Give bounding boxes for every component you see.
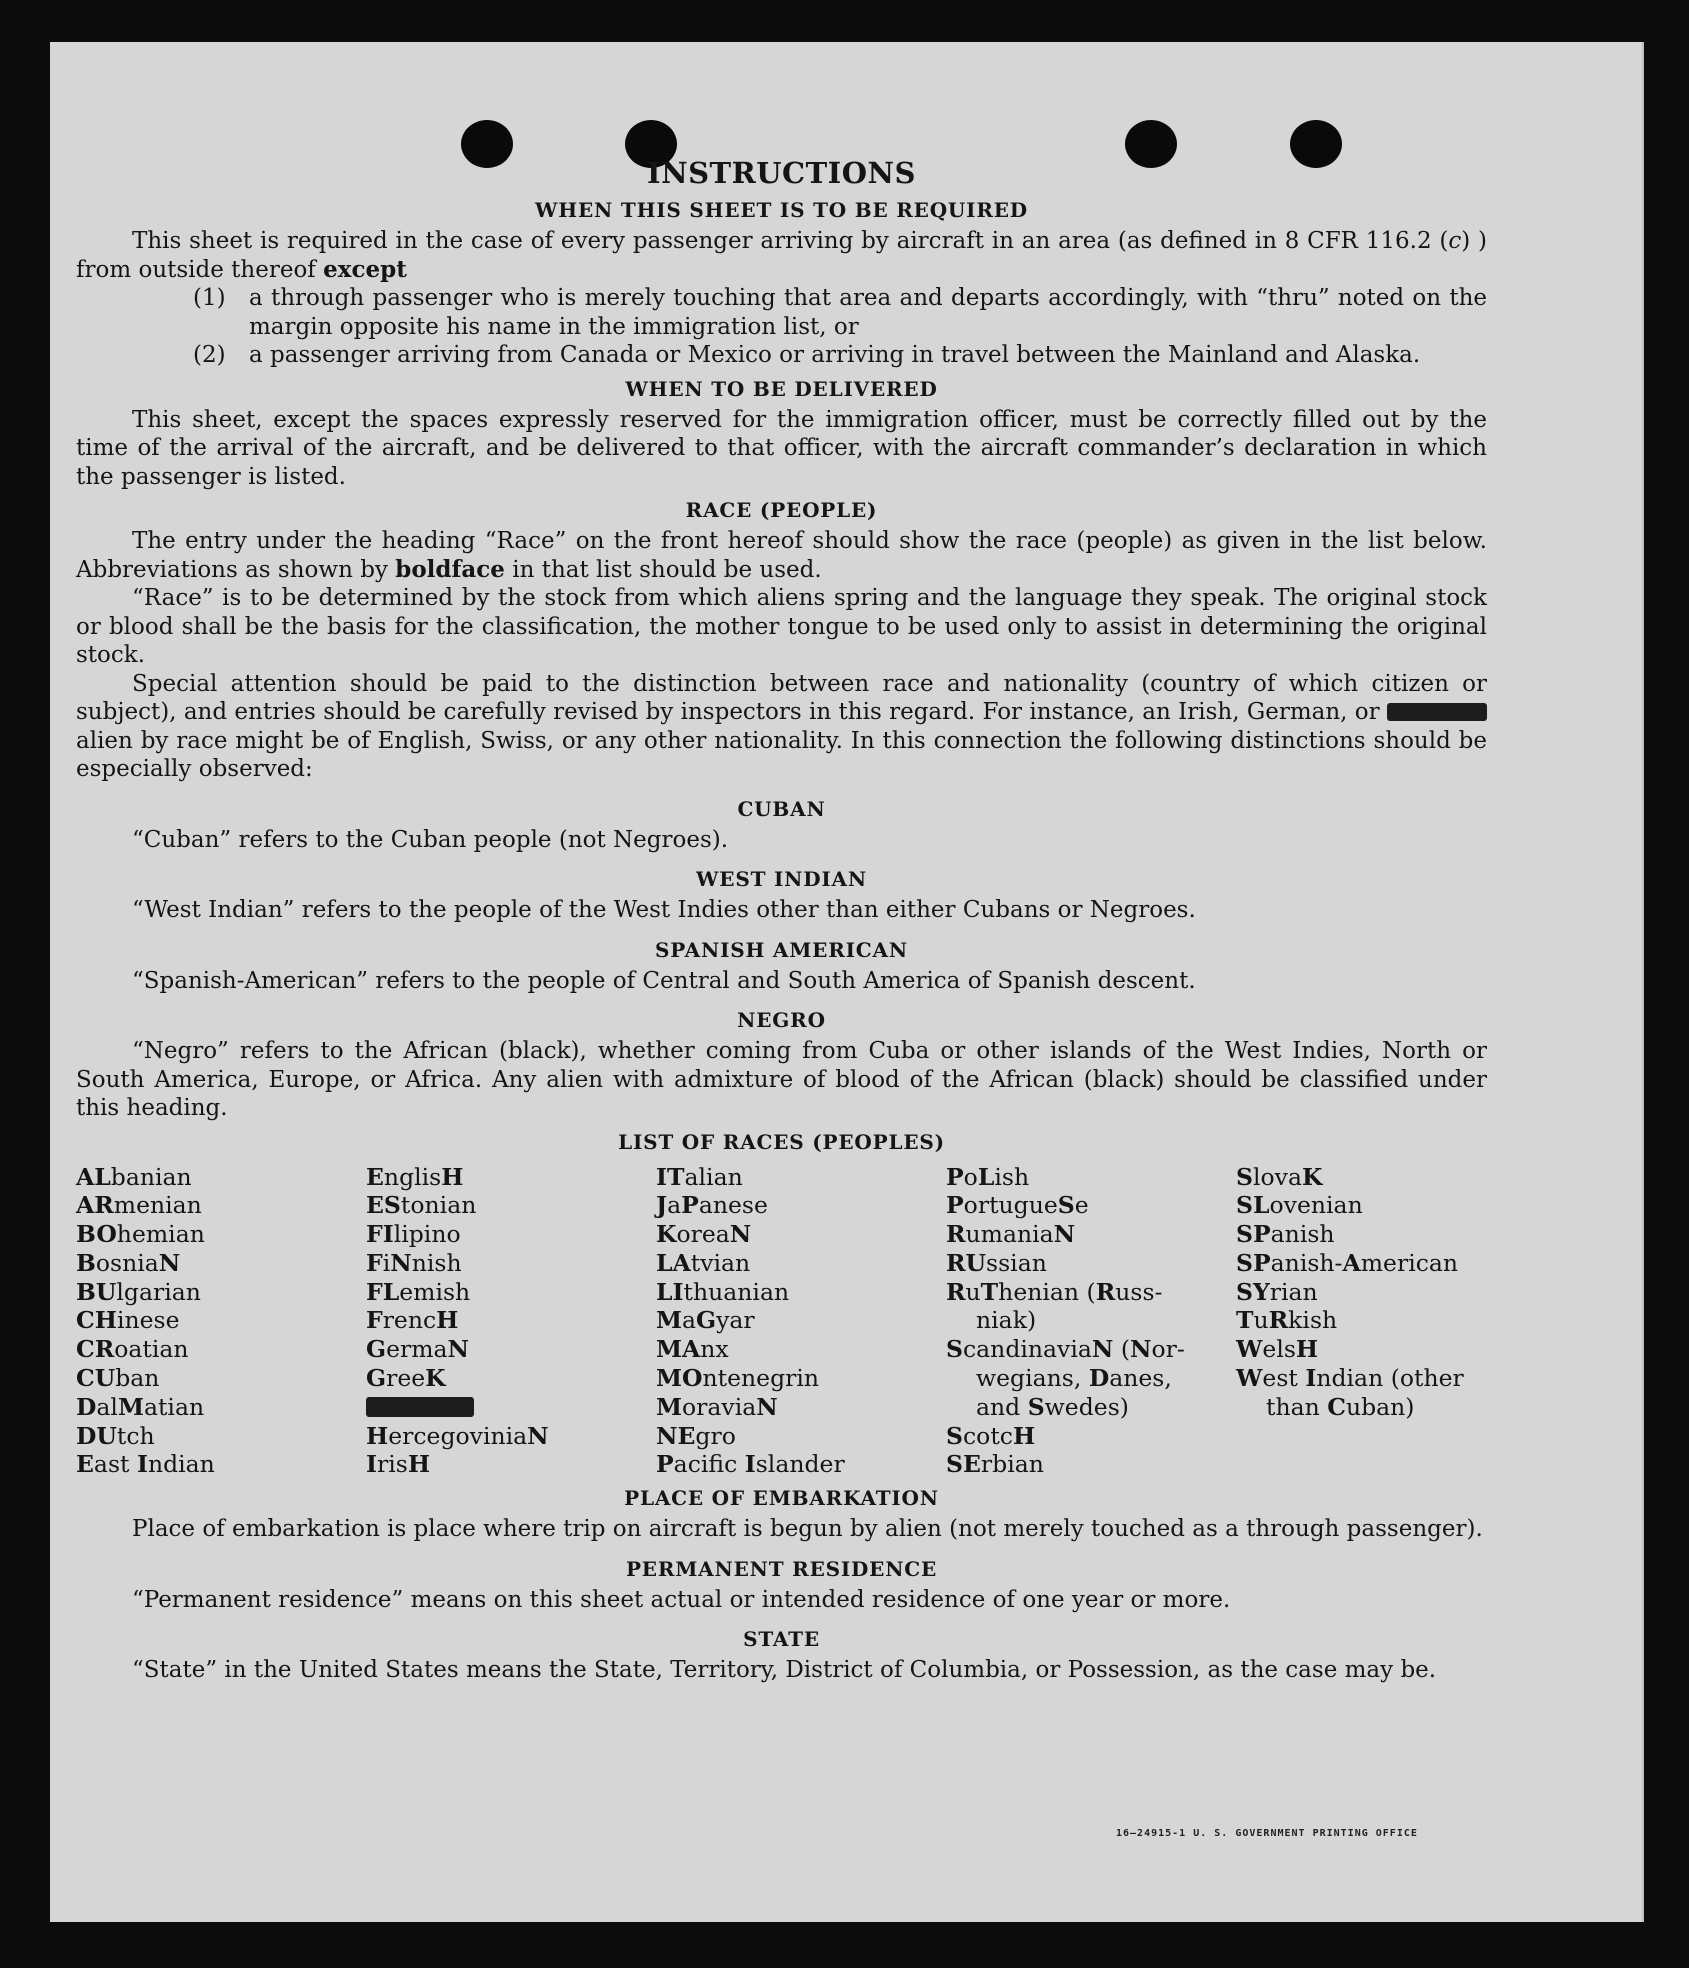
race-entry: KoreaN (656, 1220, 752, 1249)
races-column-5 (1236, 1163, 1526, 1480)
race-entry: ScandinaviaN (Nor- (946, 1335, 1185, 1364)
race-entry: ITalian (656, 1162, 743, 1191)
exception-item-1 (193, 284, 1487, 341)
paragraph-negro: “Negro” refers to the African (black), whether coming from Cuba or other islands of the West Indies, North or South America, Europe, or Africa. Any alien with admixture of blood of the African (black) should be classified under this heading. (76, 1038, 1487, 1121)
race-entry: SYrian (1236, 1277, 1318, 1306)
race-entry: BOhemian (76, 1220, 205, 1249)
race-entry: CRoatian (76, 1335, 189, 1364)
race-entry: BosniaN (76, 1248, 181, 1277)
redaction-mark (1387, 703, 1487, 721)
paragraph-when-required: This sheet is required in the case of every passenger arriving by aircraft in an area (as defined in 8 CFR 116.2 (c) ) from outside thereof except (76, 228, 1487, 283)
heading-cuban: CUBAN (737, 796, 826, 821)
race-entry: FiNnish (366, 1248, 462, 1277)
item-number: (2) (193, 342, 226, 368)
race-entry: EStonian (366, 1191, 477, 1220)
race-entry: TuRkish (1236, 1306, 1338, 1335)
paragraph-state: “State” in the United States means the State, Territory, District of Columbia, or Possession, as the case may be. (132, 1657, 1437, 1684)
paragraph-when-delivered: This sheet, except the spaces expressly reserved for the immigration officer, must be correctly filled out by the time of the arrival of the aircraft, and be delivered to that officer, with the aircraft commander’s declaration in which the passenger is listed. (76, 406, 1487, 490)
redaction-mark (366, 1397, 474, 1417)
race-entry-redacted (366, 1393, 656, 1422)
race-entry: SPanish (1236, 1220, 1335, 1249)
race-entry: West Indian (other (1236, 1364, 1464, 1393)
heading-west-indian: WEST INDIAN (696, 867, 867, 891)
races-column-3 (656, 1163, 946, 1480)
race-entry-continued: niak) (976, 1306, 1037, 1335)
races-column-2 (366, 1163, 656, 1480)
instructions-content (76, 155, 1487, 1685)
heading-embarkation: PLACE OF EMBARKATION (624, 1486, 939, 1511)
heading-race: RACE (PEOPLE) (685, 498, 878, 522)
race-entry: NEgro (656, 1421, 736, 1450)
race-entry: HercegoviniaN (366, 1421, 549, 1450)
race-entry: CUban (76, 1364, 160, 1393)
paragraph-race-3: Special attention should be paid to the distinction between race and nationality (country of which citizen or subject), and entries should be carefully revised by inspectors in this regard. For instance, an Irish, German, or alien by race might be of English, Swiss, or any other nationality. In this connection the following distinctions should be especially observed: (76, 670, 1487, 782)
race-entry: ARmenian (76, 1191, 202, 1220)
race-entry: PoLish (946, 1162, 1030, 1191)
paragraph-cuban: “Cuban” refers to the Cuban people (not Negroes). (132, 826, 729, 853)
race-entry: SLovenian (1236, 1191, 1363, 1220)
heading-when-delivered: WHEN TO BE DELIVERED (625, 376, 938, 401)
race-entry: RUssian (946, 1248, 1047, 1277)
race-entry: PortugueSe (946, 1191, 1089, 1220)
race-entry: GermaN (366, 1335, 470, 1364)
races-column-4 (946, 1163, 1236, 1480)
race-entry: MAnx (656, 1335, 729, 1364)
race-entry: SPanish-American (1236, 1248, 1459, 1277)
race-entry: SErbian (946, 1450, 1044, 1479)
item-text: a through passenger who is merely touching that area and departs accordingly, with “thru” noted on the margin opposite his name in the immigration list, or (249, 285, 1487, 340)
paragraph-race-1: The entry under the heading “Race” on the front hereof should show the race (people) as given in the list below. Abbreviations as shown by boldface in that list should be used. (76, 528, 1487, 583)
race-entry: Pacifc Islander (656, 1450, 845, 1479)
race-entry-continued: than Cuban) (1266, 1392, 1415, 1421)
footer-print-code: 16—24915-1 U. S. GOVERNMENT PRINTING OFFICE (1116, 1828, 1418, 1839)
race-entry: GreeK (366, 1364, 446, 1393)
item-text: a passenger arriving from Canada or Mexico or arriving in travel between the Mainland and Alaska. (249, 342, 1421, 368)
heading-when-required: WHEN THIS SHEET IS TO BE REQUIRED (535, 198, 1028, 222)
race-entry: East Indian (76, 1450, 215, 1479)
heading-list-of-races: LIST OF RACES (PEOPLES) (618, 1129, 945, 1154)
item-number: (1) (193, 285, 226, 311)
race-entry: IrisH (366, 1450, 431, 1479)
race-entry: CHinese (76, 1306, 180, 1335)
race-entry: DalMatian (76, 1392, 205, 1421)
races-list (76, 1163, 1487, 1480)
race-entry: MOntenegrin (656, 1364, 820, 1393)
race-entry: EnglisH (366, 1162, 464, 1191)
race-entry-continued: wegians, Danes, (976, 1364, 1172, 1393)
race-entry: LAtvian (656, 1248, 751, 1277)
exception-item-2 (193, 341, 1487, 370)
paragraph-race-2: “Race” is to be determined by the stock from which aliens spring and the language they speak. The original stock or blood shall be the basis for the classification, the mother tongue to be used only to assist in determining the original stock. (76, 585, 1487, 668)
race-entry: ALbanian (76, 1162, 192, 1191)
races-column-1 (76, 1163, 366, 1480)
race-entry: RuThenian (Russ- (946, 1277, 1163, 1306)
race-entry: BUlgarian (76, 1277, 201, 1306)
race-entry: MoraviaN (656, 1392, 778, 1421)
race-entry: DUtch (76, 1421, 155, 1450)
paragraph-west-indian: “West Indian” refers to the people of the West Indies other than either Cubans or Negroes. (132, 897, 1196, 923)
race-entry: LIthuanian (656, 1277, 790, 1306)
heading-spanish-american: SPANISH AMERICAN (655, 937, 908, 962)
paragraph-permanent-residence: “Permanent residence” means on this sheet actual or intended residence of one year or more. (132, 1586, 1231, 1613)
race-entry-continued: and Swedes) (976, 1392, 1129, 1421)
race-entry: ScotcH (946, 1421, 1036, 1450)
race-entry: FIlipino (366, 1220, 461, 1249)
race-entry: FLemish (366, 1277, 471, 1306)
race-entry: MaGyar (656, 1306, 755, 1335)
heading-negro: NEGRO (737, 1008, 826, 1032)
paragraph-spanish-american: “Spanish-American” refers to the people of Central and South America of Spanish descent. (132, 967, 1196, 994)
heading-state: STATE (743, 1627, 820, 1652)
race-entry: SlovaK (1236, 1162, 1323, 1191)
heading-permanent-residence: PERMANENT RESIDENCE (625, 1556, 938, 1581)
page-title: INSTRUCTIONS (647, 156, 916, 190)
race-entry: WelsH (1236, 1335, 1319, 1364)
race-entry: FrencH (366, 1306, 459, 1335)
paragraph-embarkation: Place of embarkation is place where trip on aircraft is begun by alien (not merely touched as a through passenger). (132, 1516, 1483, 1543)
race-entry: JaPanese (656, 1191, 768, 1220)
race-entry: RumaniaN (946, 1220, 1076, 1249)
